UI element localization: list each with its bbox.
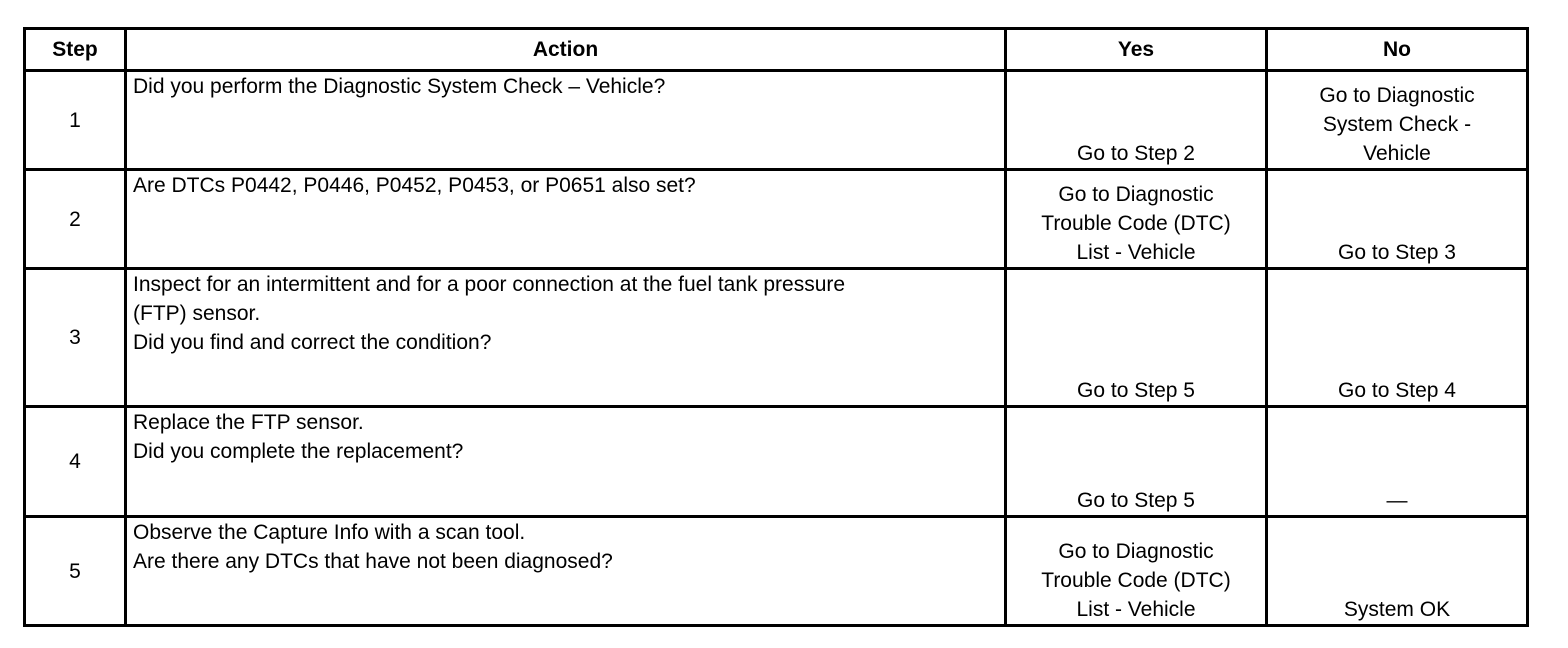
no-cell <box>1267 517 1528 626</box>
yes-text: List - Vehicle <box>1076 598 1196 621</box>
no-cell <box>1267 71 1528 170</box>
yes-text: List - Vehicle <box>1076 241 1196 264</box>
header-row <box>25 29 1528 71</box>
no-cell <box>1267 407 1528 517</box>
header-no: No <box>1267 29 1528 71</box>
action-question: Did you find and correct the condition? <box>133 331 492 354</box>
yes-text: Go to Step 5 <box>1077 489 1195 512</box>
action-text: Are DTCs P0442, P0446, P0452, P0453, or P0651 also set? <box>133 174 696 197</box>
no-text: System Check - <box>1322 113 1472 136</box>
header-action: Action <box>126 29 1006 71</box>
no-text: Go to Diagnostic <box>1319 84 1475 107</box>
no-text: System OK <box>1343 598 1451 621</box>
diagnostic-table <box>23 27 1529 627</box>
action-question: Are there any DTCs that have not been diagnosed? <box>133 550 613 573</box>
action-cell <box>126 517 1006 626</box>
action-text: Inspect for an intermittent and for a poor connection at the fuel tank pressure <box>133 273 846 296</box>
step-number: 2 <box>25 170 126 269</box>
yes-text: Go to Diagnostic <box>1058 183 1214 206</box>
header-yes: Yes <box>1006 29 1267 71</box>
yes-text: Go to Diagnostic <box>1058 540 1214 563</box>
no-text: Go to Step 3 <box>1338 241 1456 264</box>
no-cell <box>1267 170 1528 269</box>
action-question: Did you complete the replacement? <box>133 440 464 463</box>
yes-cell <box>1006 517 1267 626</box>
action-text: Replace the FTP sensor. <box>133 411 364 434</box>
step-number: 3 <box>25 269 126 407</box>
table-row <box>25 517 1528 626</box>
yes-cell <box>1006 170 1267 269</box>
action-cell <box>126 407 1006 517</box>
yes-cell <box>1006 269 1267 407</box>
action-cell <box>126 71 1006 170</box>
action-cell <box>126 170 1006 269</box>
table-row <box>25 170 1528 269</box>
table-row <box>25 269 1528 407</box>
no-text: Go to Step 4 <box>1338 379 1456 402</box>
action-cell <box>126 269 1006 407</box>
no-text: — <box>1386 489 1408 512</box>
action-text: Observe the Capture Info with a scan tool. <box>133 521 526 544</box>
no-cell <box>1267 269 1528 407</box>
yes-cell <box>1006 407 1267 517</box>
step-number: 5 <box>25 517 126 626</box>
step-number: 1 <box>25 71 126 170</box>
header-step: Step <box>25 29 126 71</box>
table-row <box>25 71 1528 170</box>
no-text: Vehicle <box>1363 142 1431 165</box>
step-number: 4 <box>25 407 126 517</box>
yes-text: Go to Step 5 <box>1077 379 1195 402</box>
yes-text: Go to Step 2 <box>1077 142 1195 165</box>
yes-cell <box>1006 71 1267 170</box>
yes-text: Trouble Code (DTC) <box>1041 569 1231 592</box>
table-row <box>25 407 1528 517</box>
action-text: (FTP) sensor. <box>133 302 261 325</box>
action-text: Did you perform the Diagnostic System Check – Vehicle? <box>133 75 666 98</box>
yes-text: Trouble Code (DTC) <box>1041 212 1231 235</box>
